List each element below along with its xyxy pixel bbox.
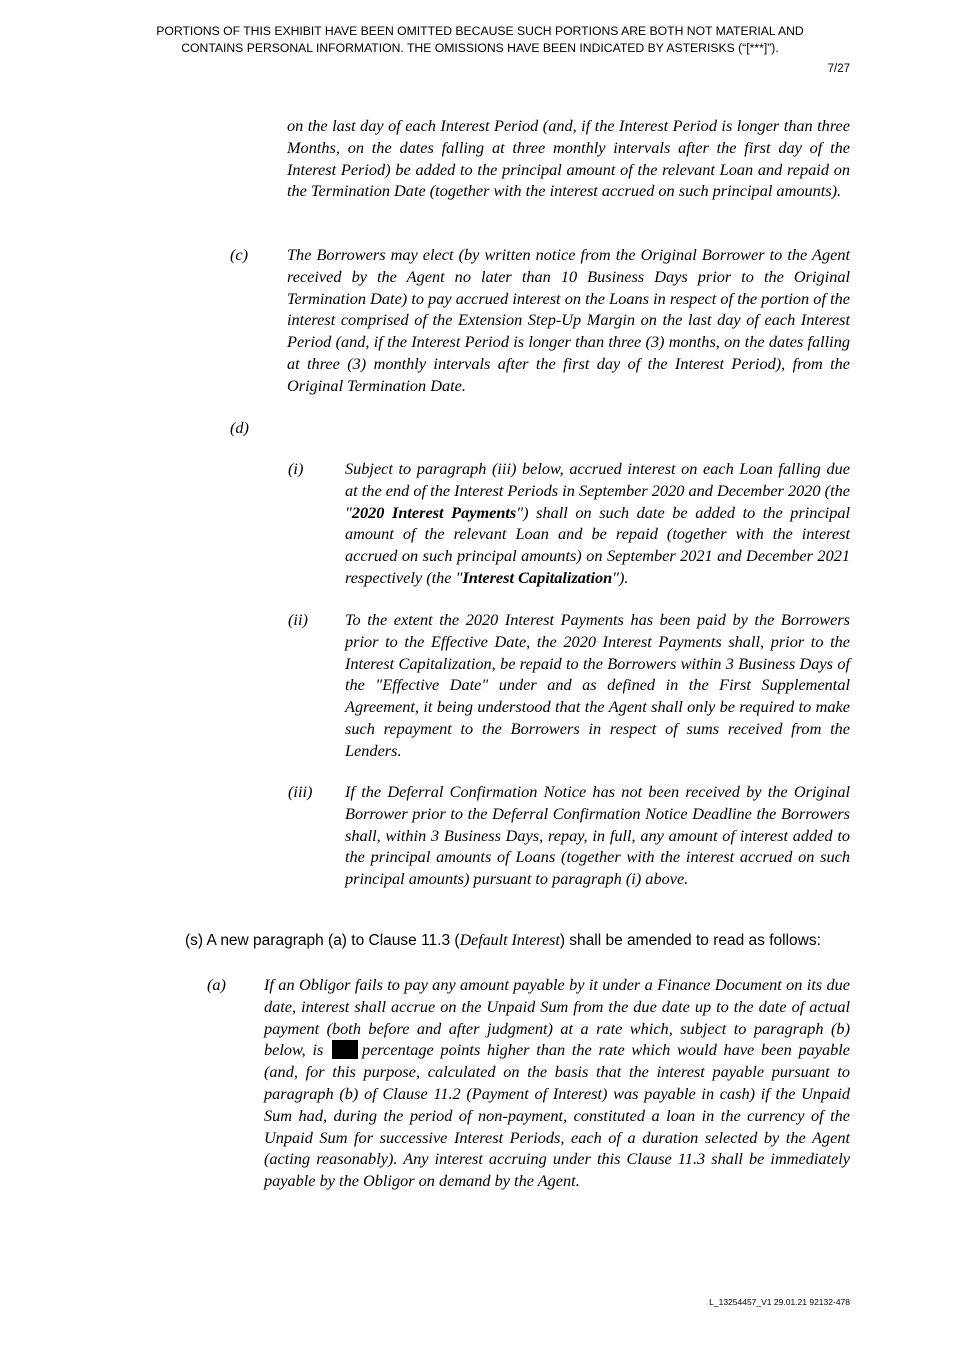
clause-s-text-1: (s) A new paragraph (a) to Clause 11.3 (: [185, 932, 460, 949]
clause-d-i-label: (i): [288, 459, 304, 478]
clause-s-heading: [185, 930, 821, 952]
term-2020-interest-payments: 2020 Interest Payments: [351, 502, 517, 522]
clause-d-label: (d): [230, 418, 249, 437]
clause-d-i-text-2: ") shall on such date be added to the principal amount of the relevant Loan and be repaid (together with the interest accrued on such principal amounts) on September 2021 and December 2021 respectively (the ": [345, 502, 850, 587]
redaction-block: [332, 1040, 358, 1059]
clause-d-i-text: [345, 458, 850, 589]
continuation-paragraph: on the last day of each Interest Period (and, if the Interest Period is longer than three Months, on the dates falling at three monthly intervals after the first day of the Interest Period) be added to the principal amount of the relevant Loan and repaid on the Termination Date (together with the interest accrued on such principal amounts).: [287, 116, 850, 201]
document-reference: L_13254457_V1 29.01.21 92132-478: [709, 1297, 850, 1307]
clause-d-ii-label: (ii): [288, 610, 308, 629]
clause-a-text-1: If an Obligor fails to pay any amount payable by it under a Finance Document on its due date, interest shall accrue on the Unpaid Sum from the due date up to the date of actual payment (both before and after judgment) at a rate which, subject to paragraph (b) below, is: [264, 975, 850, 1060]
page-number: 7/27: [827, 63, 850, 75]
omission-notice: [110, 23, 850, 57]
clause-a-label: (a): [207, 975, 226, 994]
clause-s-italic: Default Interest: [459, 932, 560, 949]
clause-s-text-2: ) shall be amended to read as follows:: [559, 932, 821, 949]
clause-d-iii-text: If the Deferral Confirmation Notice has not been received by the Original Borrower prior to the Deferral Confirmation Notice Deadline the Borrowers shall, within 3 Business Days, repay, in full, any amount of interest added to the principal amounts of Loans (together with the interest accrued on such principal amounts) pursuant to paragraph (i) above.: [345, 782, 850, 889]
term-interest-capitalization: Interest Capitalization: [462, 567, 613, 587]
clause-c-label: (c): [230, 245, 249, 264]
clause-a-text: [264, 974, 850, 1192]
clause-c-text: The Borrowers may elect (by written notice from the Original Borrower to the Agent received by the Agent no later than 10 Business Days prior to the Original Termination Date) to pay accrued interest on the Loans in respect of the portion of the interest comprised of the Extension Step-Up Margin on the last day of each Interest Period (and, if the Interest Period is longer than three (3) months, on the dates falling at three (3) monthly intervals after the first day of the Interest Period), from the Original Termination Date.: [287, 245, 850, 395]
clause-a-text-2: percentage points higher than the rate which would have been payable (and, for this purpose, calculated on the basis that the interest payable pursuant to paragraph (b) of Clause 11.2 (Payment of Interest) was payable in cash) if the Unpaid Sum had, during the period of non-payment, constituted a loan in the currency of the Unpaid Sum for successive Interest Periods, each of a duration selected by the Agent (acting reasonably). Any interest accruing under this Clause 11.3 shall be immediately payable by the Obligor on demand by the Agent.: [264, 1040, 850, 1191]
clause-d-iii-label: (iii): [288, 782, 313, 801]
clause-d-ii-text: To the extent the 2020 Interest Payments has been paid by the Borrowers prior to the Effective Date, the 2020 Interest Payments shall, prior to the Interest Capitalization, be repaid to the Borrowers within 3 Business Days of the "Effective Date" under and as defined in the First Supplemental Agreement, it being understood that the Agent shall only be required to make such repayment to the Borrowers in respect of sums received from the Lenders.: [345, 610, 850, 760]
omission-notice-line-1: PORTIONS OF THIS EXHIBIT HAVE BEEN OMITTED BECAUSE SUCH PORTIONS ARE BOTH NOT MATERIAL AND: [156, 24, 804, 38]
clause-d-i-text-3: ").: [612, 567, 629, 587]
clause-d-i-text-1: Subject to paragraph (iii) below, accrued interest on each Loan falling due at the end of the Interest Periods in September 2020 and December 2020 (the ": [345, 459, 850, 522]
omission-notice-line-2: CONTAINS PERSONAL INFORMATION. THE OMISSIONS HAVE BEEN INDICATED BY ASTERISKS (“[***]”).: [181, 41, 779, 55]
